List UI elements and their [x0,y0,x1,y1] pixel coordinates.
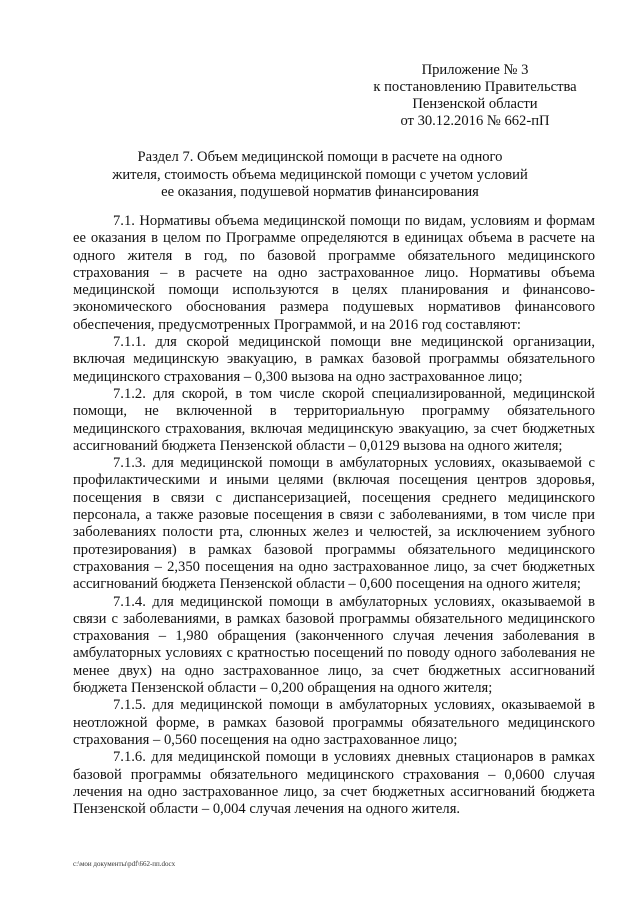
paragraph-text: 7.1. Нормативы объема медицинской помощи по видам, условиям и формам ее оказания в целом по Программе определяются в единицах объема в расчете на одного жителя в год, по базовой программе обязательного медицинского страхования – в расчете на одно застрахованное лицо. Нормативы объема медицинской помощи используются в целях планирования и финансово-экономического обоснования размера подушевых нормативов финансового обеспечения, предусмотренных Программой, и на 2016 год составляют: [73,213,595,333]
paragraph-text: 7.1.1. для скорой медицинской помощи вне медицинской организации, включая медицинскую эвакуацию, в рамках базовой программы обязательного медицинского страхования – 0,300 вызова на одно застрахованное лицо; [73,334,595,385]
appendix-reference: к постановлению Правительства [373,79,577,95]
paragraph-7-1-6 [73,749,595,818]
appendix-header [360,62,590,130]
paragraph-text: 7.1.3. для медицинской помощи в амбулаторных условиях, оказываемой с профилактическими и иными целями (включая посещения центров здоровья, посещения в связи с диспансеризацией, посещения среднего медицинского персонала, а также разовые посещения в связи с заболеваниями, в том числе при заболеваниях полости рта, слюнных желез и челюстей, за исключением зубного протезирования) в рамках базовой программы обязательного медицинского страхования – 2,350 посещения на одно застрахованное лицо, за счет бюджетных ассигнований бюджета Пензенской области – 0,600 посещения на одного жителя; [73,455,595,593]
section-title-line: Раздел 7. Объем медицинской помощи в расчете на одного [137,149,503,165]
paragraph-text: 7.1.5. для медицинской помощи в амбулаторных условиях, оказываемой в неотложной форме, в рамках базовой программы обязательного медицинского страхования – 0,560 посещения на одно застрахованное лицо; [73,697,595,748]
paragraph-text: 7.1.6. для медицинской помощи в условиях дневных стационаров в рамках базовой программы обязательного медицинского страхования – 0,0600 случая лечения на одно застрахованное лицо, за счет бюджетных ассигнований бюджета Пензенской области – 0,004 случая лечения на одного жителя. [73,749,595,818]
file-path-footer: c:\мои документы\pdf\662-пп.docx [73,860,176,868]
paragraph-text: 7.1.2. для скорой, в том числе скорой специализированной, медицинской помощи, не включенной в территориальную программу обязательного медицинского страхования, включая медицинскую эвакуацию, за счет бюджетных ассигнований бюджета Пензенской области – 0,0129 вызова на одного жителя; [73,385,595,454]
appendix-number: Приложение № 3 [421,62,529,78]
paragraph-7-1-2 [73,386,595,455]
document-body [73,213,595,818]
paragraph-7-1-5 [73,697,595,749]
section-title-line: ее оказания, подушевой норматив финансирования [161,184,479,200]
appendix-date-number: от 30.12.2016 № 662-пП [400,113,550,129]
paragraph-7-1-1 [73,334,595,386]
paragraph-7-1-4 [73,594,595,698]
appendix-region: Пензенской области [412,96,538,112]
paragraph-7-1 [73,213,595,334]
paragraph-7-1-3 [73,455,595,593]
section-title-line: жителя, стоимость объема медицинской помощи с учетом условий [112,166,528,183]
paragraph-text: 7.1.4. для медицинской помощи в амбулаторных условиях, оказываемой в связи с заболеваниями, в рамках базовой программы обязательного медицинского страхования – 1,980 обращения (законченного случая лечения заболевания в амбулаторных условиях с кратностью посещений по поводу одного заболевания не менее двух) на одно застрахованное лицо, за счет бюджетных ассигнований бюджета Пензенской области – 0,200 обращения на одного жителя; [73,593,595,697]
section-title [90,149,550,202]
